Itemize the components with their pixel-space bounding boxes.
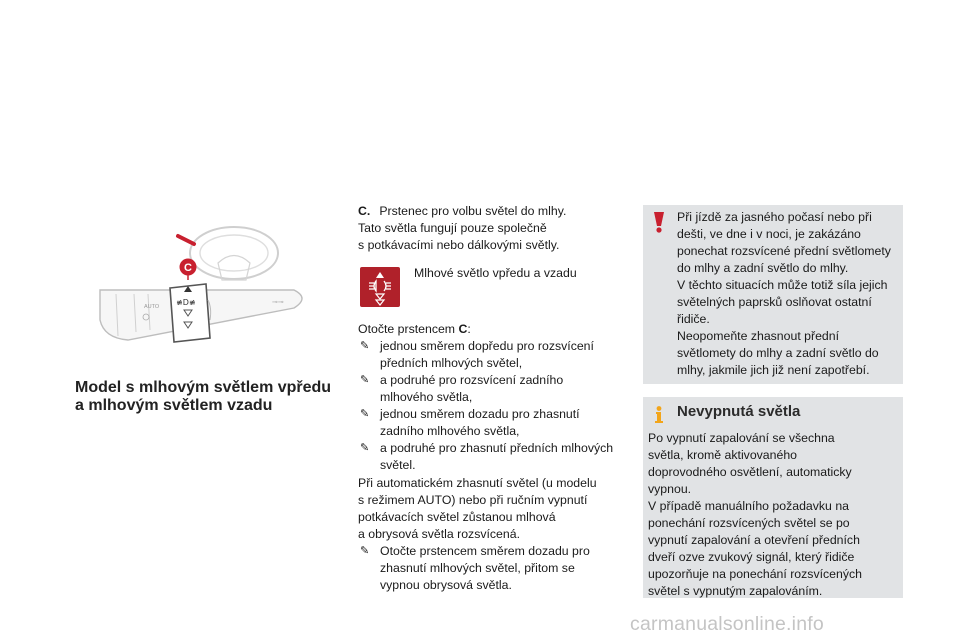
- stalk-illustration: [88, 208, 328, 348]
- ring-text-2: Tato světla fungují pouze společně: [358, 221, 547, 235]
- list-item: ✎ Otočte prstencem směrem dozadu pro zhasnutí mlhových světel, přitom se vypnou obrysová světla.: [360, 544, 590, 592]
- list-item: ✎ jednou směrem dopředu pro rozsvícení předních mlhových světel,: [360, 339, 594, 370]
- exclamation-icon: [650, 211, 668, 233]
- bullet-icon: ✎: [360, 340, 370, 352]
- list-item: ✎ jednou směrem dozadu pro zhasnutí zadního mlhového světla,: [360, 407, 580, 438]
- section-title-line2: a mlhovým světlem vzadu: [75, 397, 273, 414]
- intro-ring-letter: C: [458, 322, 468, 336]
- auto-bullet-list: [358, 543, 620, 594]
- front-rear-fog-light-icon: [360, 267, 400, 307]
- ring-text-1: Prstenec pro volbu světel do mlhy.: [379, 204, 567, 218]
- info-icon: [649, 405, 669, 425]
- auto-label: AUTO: [144, 304, 160, 310]
- info-text: Po vypnutí zapalování se všechna světla, kromě aktivovaného doprovodného osvětlení, automaticky vypnou. V případě manuálního požadavku na ponechání rozsvícených světel se po vypnutí zapalování a otevření předních dveří ozve zvukový signál, který řidiče upozorňuje na ponechání rozsvícených světel s vypnutým zapalováním.: [648, 431, 862, 598]
- watermark: carmanualsonline.info: [630, 613, 824, 635]
- auto-mode-paragraph: Při automatickém zhasnutí světel (u modelu s režimem AUTO) nebo při ručním vypnutí potkávacích světel zůstanou mlhová a obrysová světla rozsvícená. ✎ Otočte prstencem směrem dozadu pro zhasnutí mlhových světel, přitom se vypnou obrysová světla.: [358, 475, 620, 594]
- section-title-line1: Model s mlhovým světlem vpředu: [75, 379, 332, 396]
- bullet-icon: ✎: [360, 408, 370, 420]
- list-item: ✎ a podruhé pro rozsvícení zadního mlhového světla,: [360, 373, 564, 404]
- instructions-list: [358, 338, 623, 474]
- warning-text: Při jízdě za jasného počasí nebo při dešti, ve dne i v noci, je zakázáno ponechat rozsvícené přední světlomety do mlhy a zadní světlo do mlhy. V těchto situacích může totiž síla jejich světelných paprsků oslňovat ostatní řidiče. Neopomeňte zhasnout přední světlomety do mlhy a zadní světlo do mlhy, jakmile jich již není zapotřebí.: [677, 210, 891, 377]
- section-title: [75, 379, 345, 415]
- list-item: ✎ a podruhé pro zhasnutí předních mlhových světel.: [360, 441, 614, 472]
- bullet-icon: ✎: [360, 442, 370, 454]
- intro-colon: :: [467, 322, 471, 336]
- callout-c-letter: C: [184, 262, 192, 274]
- instructions-intro: [358, 321, 623, 338]
- svg-text:≢D≢: ≢D≢: [176, 298, 196, 307]
- steering-wheel-inner: [200, 235, 268, 271]
- fog-light-label: Mlhové světlo vpředu a vzadu: [414, 266, 577, 280]
- ring-description: [358, 203, 620, 254]
- intro-text: Otočte prstencem: [358, 322, 459, 336]
- fog-light-symbol: [360, 267, 400, 307]
- info-title: Nevypnutá světla: [677, 403, 801, 420]
- steering-hub: [218, 256, 250, 281]
- ring-instructions: [358, 321, 623, 474]
- stalk-diagram: [88, 208, 328, 348]
- bullet-icon: ✎: [360, 374, 370, 386]
- highlight-stalk: [178, 236, 194, 244]
- svg-text:⊸⊸: ⊸⊸: [272, 298, 284, 306]
- bullet-icon: ✎: [360, 545, 370, 557]
- ring-marker: C.: [358, 204, 371, 218]
- ring-text-3: s potkávacími nebo dálkovými světly.: [358, 238, 560, 252]
